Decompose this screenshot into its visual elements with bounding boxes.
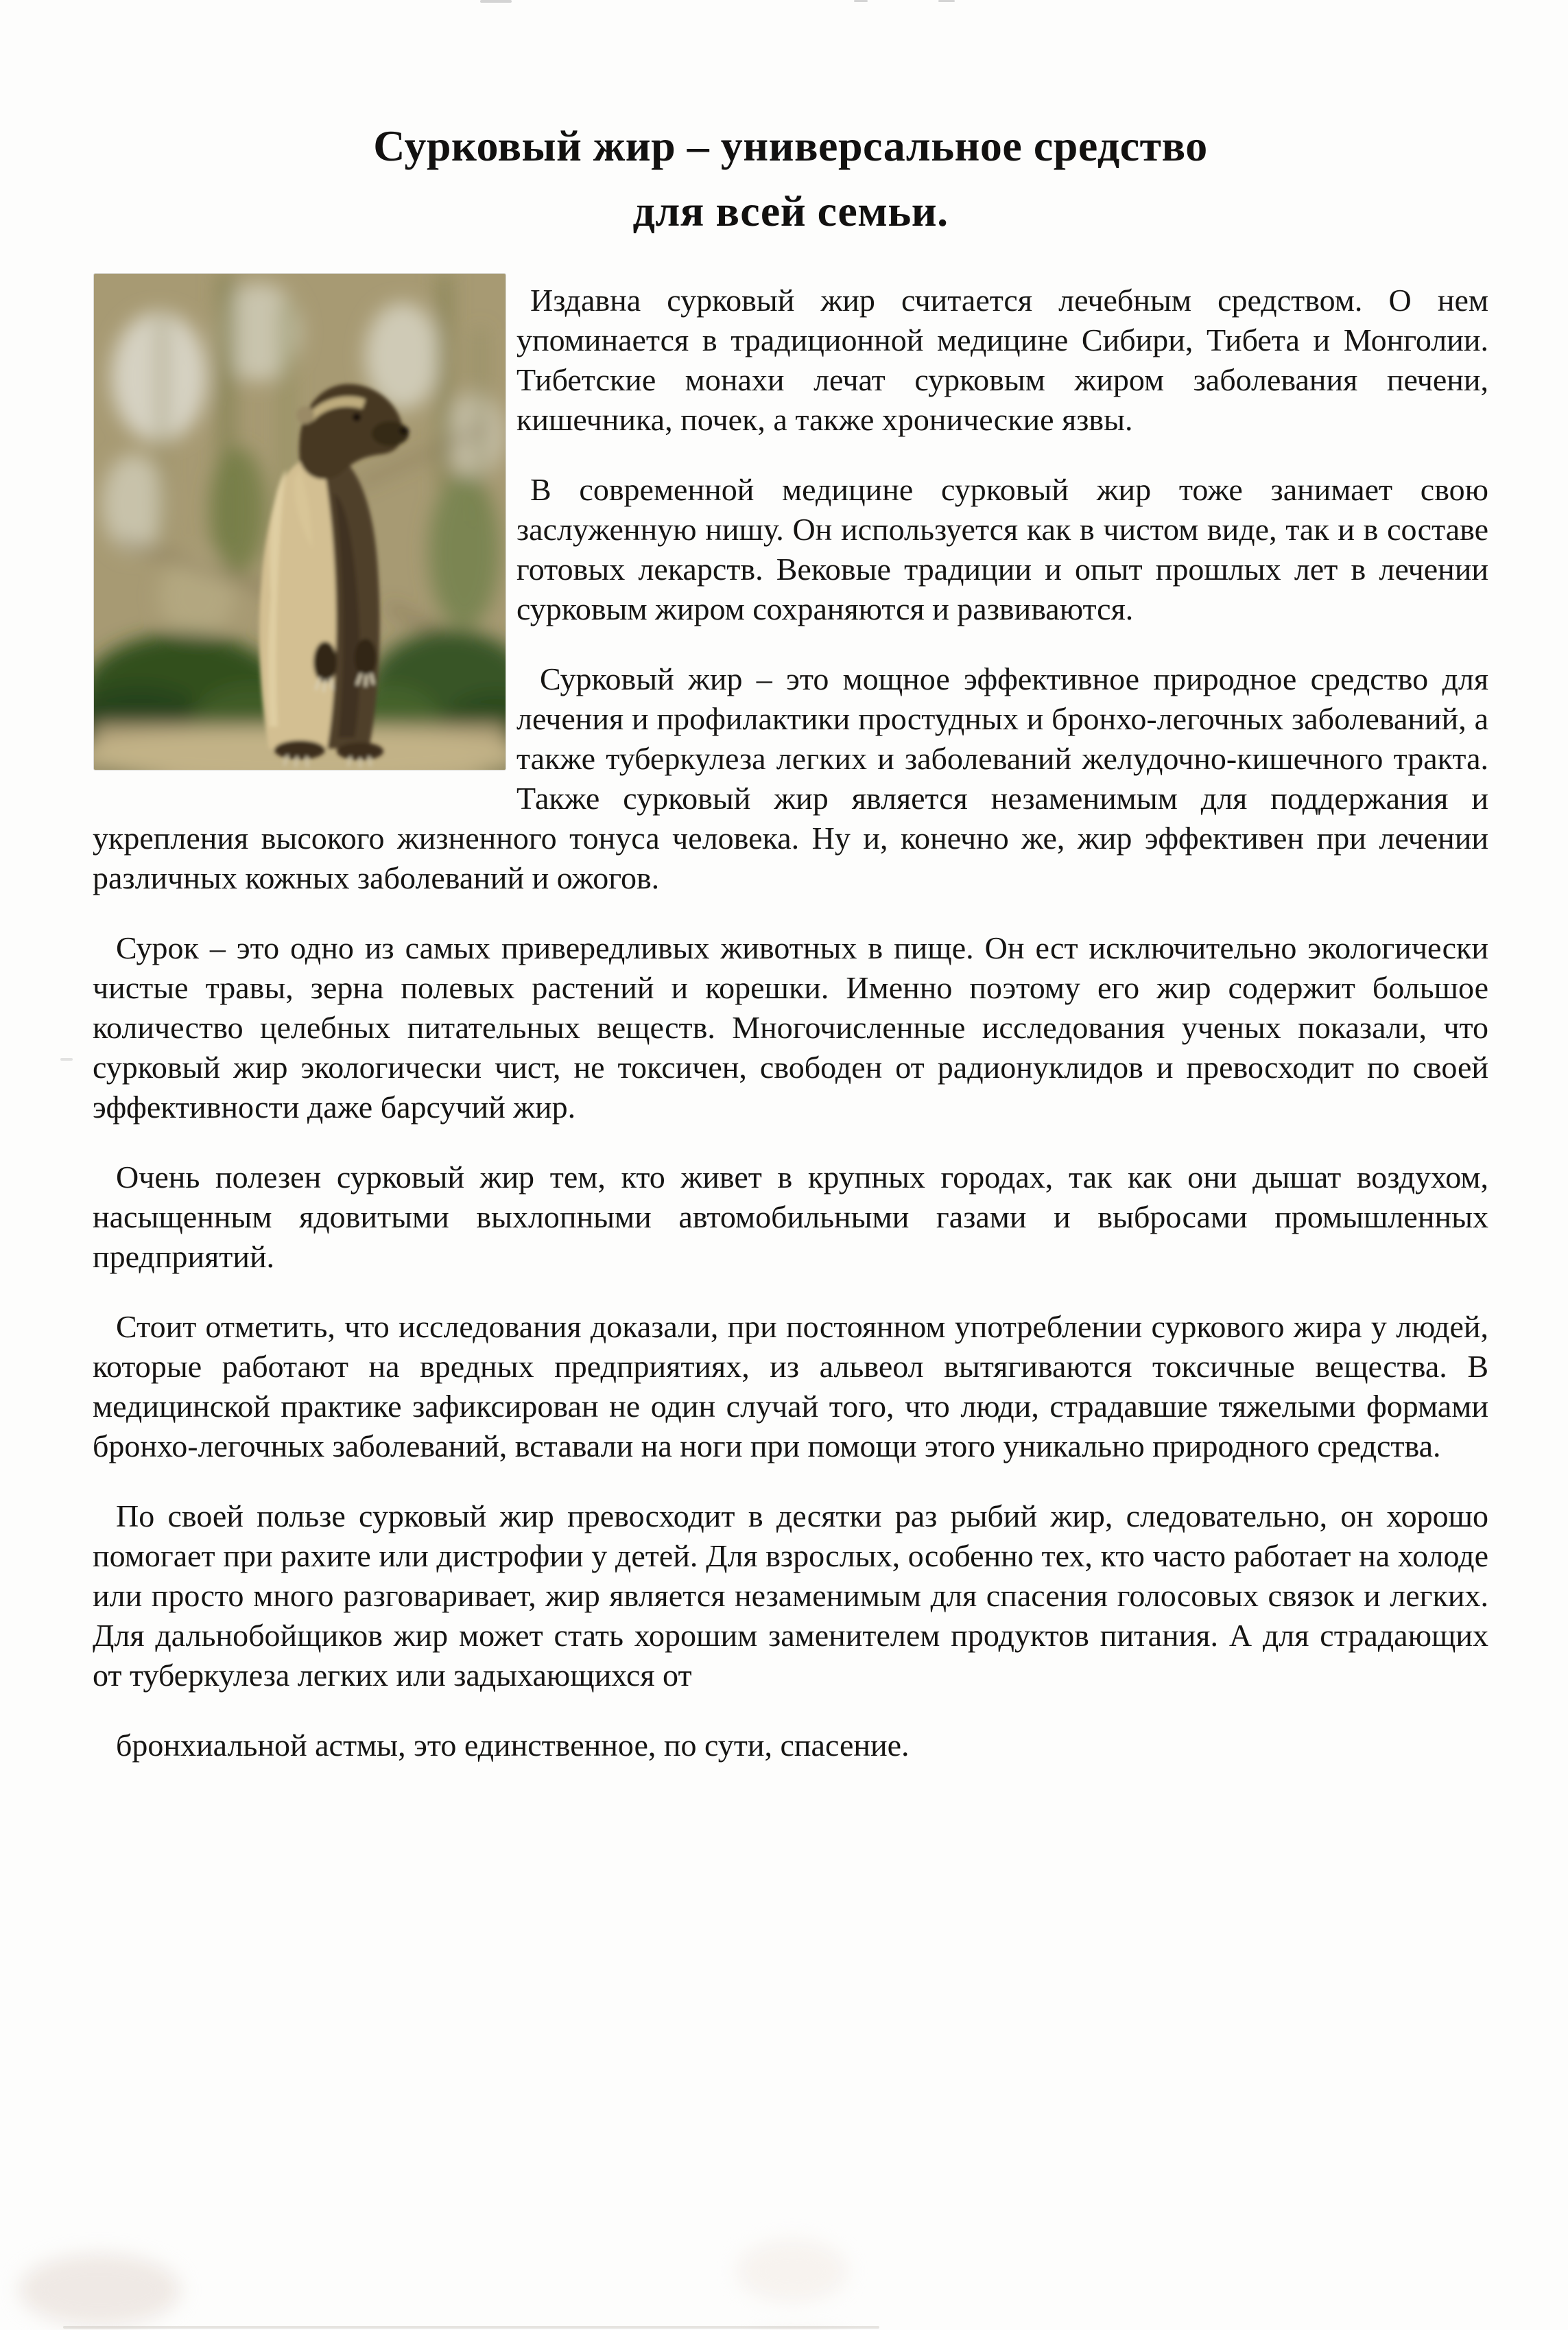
paragraph-2: В современной медицине сурковый жир тоже занимает свою заслуженную нишу. Он используется как в чистом виде, так и в составе готовых лекарств. Вековые традиции и опыт прошлых лет в лечении сурковым жиром сохраняются и развиваются.	[516, 472, 1488, 626]
paragraph-6: Стоит отметить, что исследования доказали, при постоянном употреблении суркового жира у людей, которые работают на вредных предприятиях, из альвеол вытягиваются токсичные вещества. В медицинской практике зафиксирован не один случай того, что люди, страдавшие тяжелыми формами бронхо-легочных заболеваний, вставали на ноги при помощи этого уникально природного средства.	[93, 1309, 1488, 1463]
page-title-line-1: Сурковый жир – универсальное средство	[373, 121, 1208, 170]
paragraph-5: Очень полезен сурковый жир тем, кто живет в крупных городах, так как они дышат воздухом, насыщенным ядовитыми выхлопными автомобильными газами и выбросами промышленных предприятий.	[93, 1160, 1488, 1274]
scan-artifact	[19, 2254, 180, 2326]
page-title	[93, 113, 1488, 244]
paragraph-3: Сурковый жир – это мощное эффективное природное средство для лечения и профилактики простудных и бронхо-легочных заболеваний, а также туберкулеза легких и заболеваний желудочно-кишечного тракта. Также сурковый жир является незаменимым для поддержания и укрепления высокого жизненного тонуса человека. Ну и, конечно же, жир эффективен при лечении различных кожных заболеваний и ожогов.	[93, 661, 1488, 895]
paragraph-1: Издавна сурковый жир считается лечебным средством. О нем упоминается в традиционной медицине Сибири, Тибета и Монголии. Тибетские монахи лечат сурковым жиром заболевания печени, кишечника, почек, а также хронические язвы.	[516, 283, 1488, 437]
scan-artifact	[63, 2326, 879, 2329]
scan-artifact	[60, 1058, 73, 1061]
paragraph-8: бронхиальной астмы, это единственное, по сути, спасение.	[116, 1728, 910, 1763]
marmot-photo-image	[94, 274, 506, 770]
scan-artifact	[480, 0, 512, 3]
scan-artifact	[854, 0, 868, 2]
document-body	[93, 281, 1488, 1765]
scan-artifact	[938, 0, 955, 2]
page-title-line-2: для всей семьи.	[632, 187, 949, 235]
marmot-photo	[94, 274, 506, 770]
paragraph-4: Сурок – это одно из самых привередливых животных в пище. Он ест исключительно экологически чистые травы, зерна полевых растений и корешки. Именно поэтому его жир содержит большое количество целебных питательных веществ. Многочисленные исследования ученых показали, что сурковый жир экологически чист, не токсичен, свободен от радионуклидов и превосходит по своей эффективности даже барсучий жир.	[93, 930, 1488, 1125]
scan-artifact	[737, 2240, 847, 2302]
paragraph-7: По своей пользе сурковый жир превосходит в десятки раз рыбий жир, следовательно, он хорошо помогает при рахите или дистрофии у детей. Для взрослых, особенно тех, кто часто работает на холоде или просто много разговаривает, жир является незаменимым для спасения голосовых связок и легких. Для дальнобойщиков жир может стать хорошим заменителем продуктов питания. А для страдающих от туберкулеза легких или задыхающихся от	[93, 1498, 1488, 1693]
